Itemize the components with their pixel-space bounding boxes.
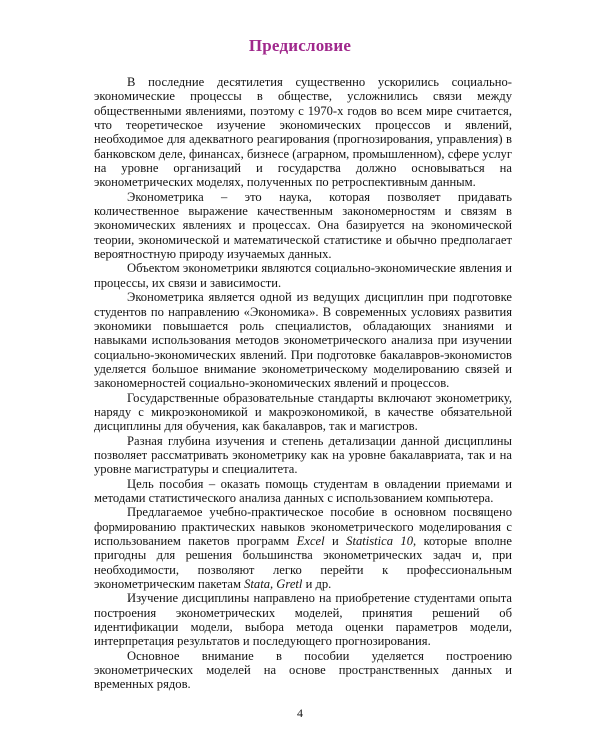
software-statistica: Statistica 10 <box>346 534 414 548</box>
paragraph: Цель пособия – оказать помощь студентам в овладении приемами и методами статистического анализа данных с использованием компьютера. <box>94 476 512 505</box>
paragraph-text: Предлагаемое учебно-практическое пособие в основном посвящено формированию практических навыков эконометрического моделирования с использованием пакетов программ <box>94 505 512 548</box>
paragraph: Эконометрика – это наука, которая позволяет придавать количественное выражение качественным закономерностям и связям в экономических явлениях и процессах. Она базируется на экономической теории, экономической и математической статистике и обычно предполагает вероятностную природу изучаемых данных. <box>94 189 512 262</box>
software-stata-gretl: Stata, Gretl <box>244 577 303 592</box>
paragraph: Изучение дисциплины направлено на приобретение студентами опыта построения эконометрических моделей, принятия решений об идентификации модели, выбора метода оценки параметров модели, интерпретация результатов и последующего прогнозирования. <box>94 591 512 649</box>
paragraph-text: и др. <box>302 577 332 592</box>
paragraph: Объектом эконометрики являются социально-экономические явления и процессы, их связи и зависимости. <box>94 261 512 290</box>
paragraph: Эконометрика является одной из ведущих дисциплин при подготовке студентов по направлению «Экономика». В современных условиях развития экономики повышается роль специалистов, обладающих знаниями и навыками использования методов эконометрического анализа при изучении социально-экономических явлений. При подготовке бакалавров-экономистов уделяется большое внимание эконометрическому моделированию связей и закономерностей социально-экономических явлений и процессов. <box>94 290 512 391</box>
paragraph: В последние десятилетия существенно ускорились социально-экономические процессы в обществе, усложнились связи между общественными явлениями, поэтому с 1970-х годов во всем мире считается, что теоретическое изучение экономических процессов и явлений, необходимое для адекватного реагирования (прогнозирования, управления) в банковском деле, финансах, бизнесе (аграрном, промышленном), сфере услуг на уровне организаций и государства должно основываться на эконометрических моделях, полученных по ретроспективным данным. <box>94 75 512 190</box>
paragraph: Основное внимание в пособии уделяется построению эконометрических моделей на основе пространственных данных и временных рядов. <box>94 648 512 692</box>
paragraph-text: , которые вполне пригодны для решения большинства эконометрических задач и, при необходимости, позволяют легко перейти к профессиональным эконометрическим пакетам <box>94 534 512 592</box>
paragraph: Государственные образовательные стандарты включают эконометрику, наряду с микроэкономикой и макроэкономикой, в качестве обязательной дисциплины для обучения, как бакалавров, так и магистров. <box>94 390 512 434</box>
page-number: 4 <box>297 706 303 720</box>
page-title: Предисловие <box>248 36 352 55</box>
paragraph-text: и <box>324 534 347 548</box>
paragraph-software <box>94 505 512 591</box>
software-excel: Excel <box>296 534 325 548</box>
body-text <box>94 75 512 692</box>
paragraph: Разная глубина изучения и степень детализации данной дисциплины позволяет рассматривать эконометрику как на уровне бакалавриата, так и на уровне магистратуры и специалитета. <box>94 433 512 477</box>
